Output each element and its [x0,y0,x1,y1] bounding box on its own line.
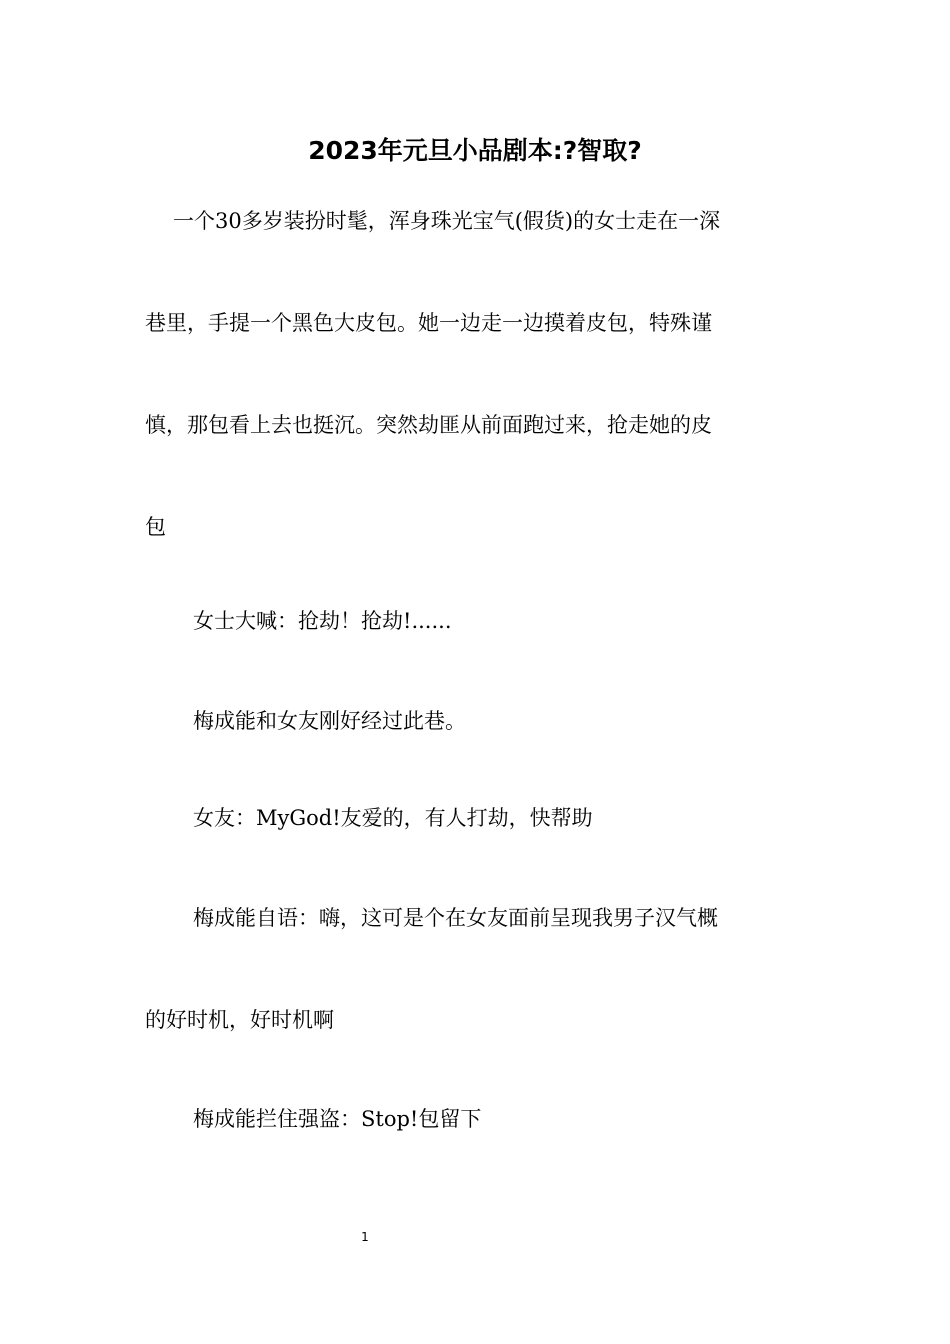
paragraph-line: 包 [145,515,166,539]
paragraph-line: 梅成能拦住强盗：Stop!包留下 [193,1107,482,1131]
paragraph-line: 慎，那包看上去也挺沉。突然劫匪从前面跑过来，抢走她的皮 [145,413,712,437]
page-number: 1 [361,1230,369,1244]
paragraph-line: 梅成能自语：嗨，这可是个在女友面前呈现我男子汉气概 [193,906,718,930]
paragraph-dialogue [145,1104,810,1134]
paragraph-dialogue [145,706,810,736]
paragraph-dialogue [145,803,810,833]
document-title: 2023年元旦小品剧本:?智取? [308,136,642,165]
paragraph-line: 梅成能和女友刚好经过此巷。 [193,709,466,733]
paragraph-line: 巷里，手提一个黑色大皮包。她一边走一边摸着皮包，特殊谨 [145,311,712,335]
paragraph-line: 女友：MyGod!友爱的，有人打劫，快帮助 [193,806,593,830]
paragraph-scene-description [145,170,810,578]
paragraph-dialogue [145,606,810,636]
paragraph-line: 的好时机，好时机啊 [145,1008,334,1032]
paragraph-line: 一个30多岁装扮时髦，浑身珠光宝气(假货)的女士走在一深 [173,209,721,233]
paragraph-line: 女士大喊：抢劫！抢劫!...... [193,609,452,633]
paragraph-dialogue [145,867,810,1071]
